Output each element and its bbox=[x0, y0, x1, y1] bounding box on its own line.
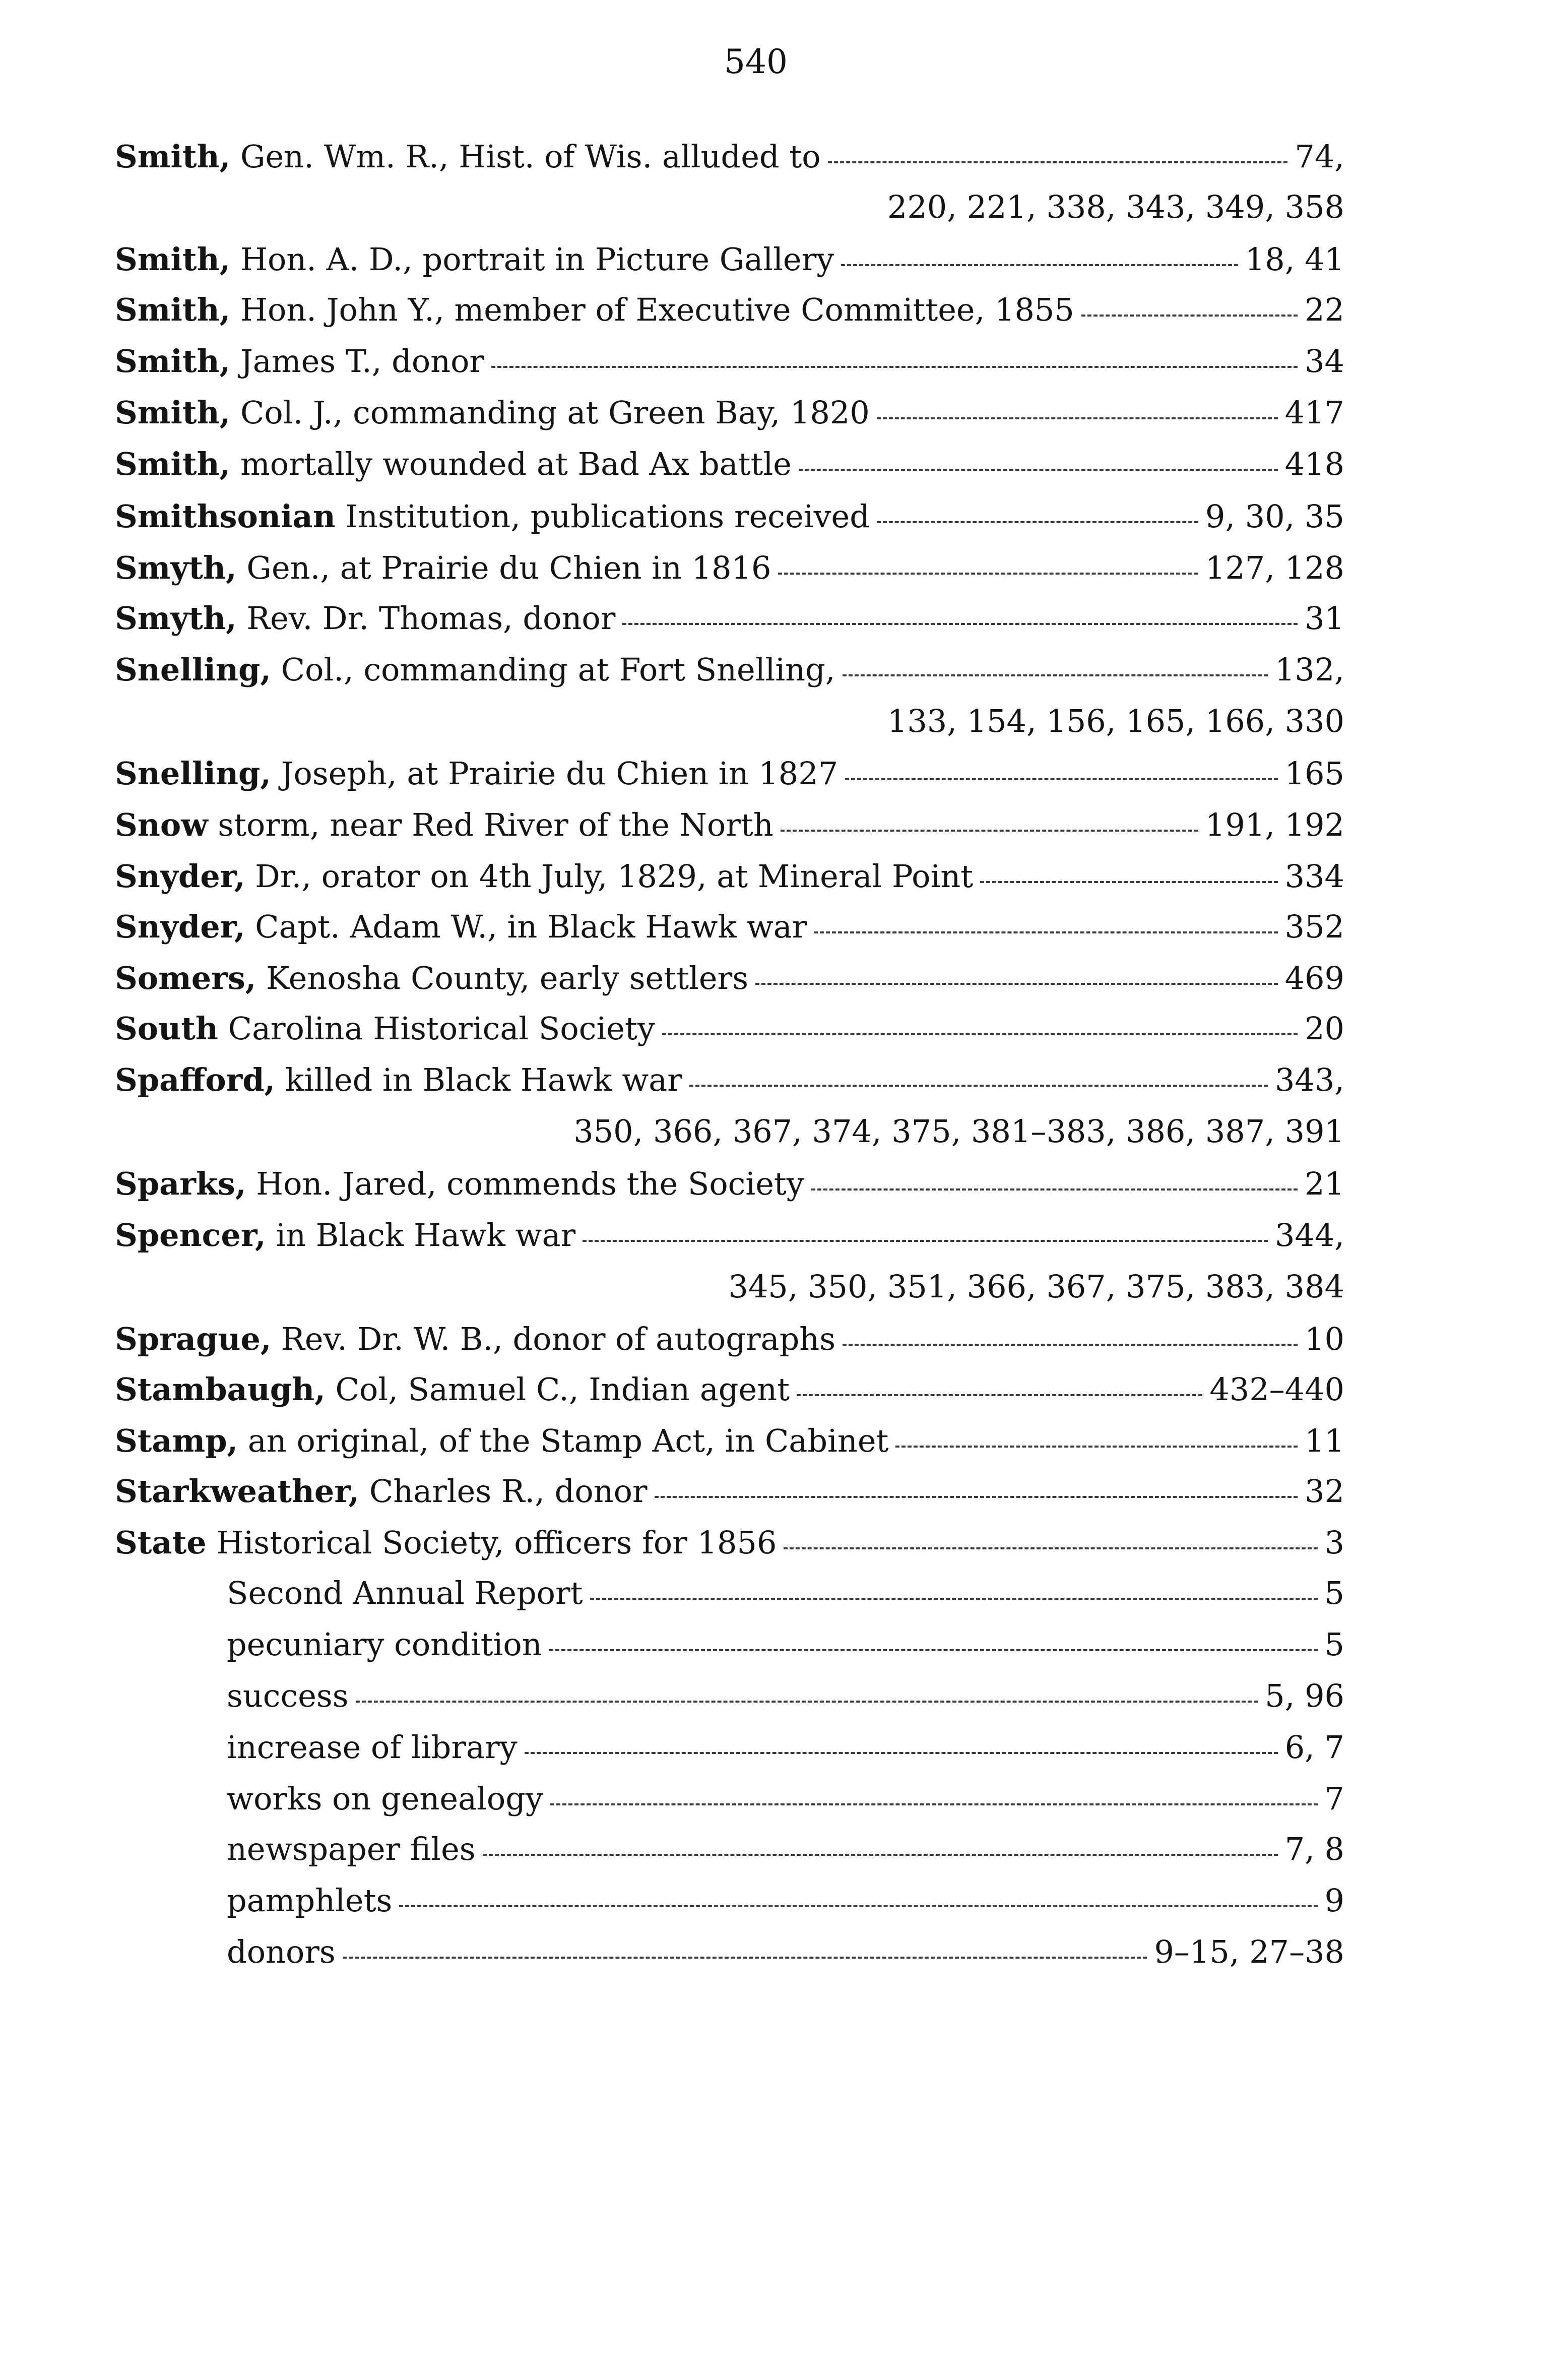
entry-pages: 10 bbox=[1305, 1321, 1344, 1357]
entry-text: Hon. John Y., member of Executive Committee, 1855 bbox=[240, 291, 1074, 328]
index-entry bbox=[115, 241, 1344, 278]
index-entry bbox=[115, 138, 1344, 175]
entry-heading: Snelling, bbox=[115, 651, 271, 688]
index-subentry bbox=[227, 1831, 1344, 1867]
subentry-text: Second Annual Report bbox=[227, 1575, 583, 1611]
subentry-pages: 9–15, 27–38 bbox=[1154, 1933, 1344, 1970]
subentry-pages: 9 bbox=[1324, 1882, 1344, 1919]
dot-leader bbox=[356, 1701, 1258, 1703]
entry-heading: Stambaugh, bbox=[115, 1371, 326, 1408]
entry-text: Hon. A. D., portrait in Picture Gallery bbox=[240, 241, 834, 278]
entry-pages: 418 bbox=[1284, 446, 1344, 482]
entry-text: Carolina Historical Society bbox=[228, 1010, 655, 1047]
subentry-pages: 6, 7 bbox=[1284, 1729, 1344, 1766]
dot-leader bbox=[343, 1957, 1147, 1959]
entry-text: Rev. Dr. W. B., donor of autographs bbox=[281, 1321, 836, 1357]
index-entry bbox=[115, 600, 1344, 637]
subentry-text: works on genealogy bbox=[227, 1780, 543, 1817]
subentry-pages: 5, 96 bbox=[1265, 1677, 1344, 1714]
dot-leader bbox=[828, 161, 1288, 163]
entry-heading: Snelling, bbox=[115, 755, 271, 792]
entry-heading: Spencer, bbox=[115, 1217, 266, 1254]
dot-leader bbox=[845, 778, 1278, 780]
subentry-pages: 5 bbox=[1324, 1575, 1344, 1611]
subentry-pages: 5 bbox=[1324, 1626, 1344, 1663]
dot-leader bbox=[895, 1446, 1298, 1448]
index-entry bbox=[115, 908, 1344, 945]
entry-heading: Snyder, bbox=[115, 908, 245, 945]
entry-pages: 31 bbox=[1305, 600, 1344, 637]
entry-heading: Smyth, bbox=[115, 600, 237, 637]
entry-text: an original, of the Stamp Act, in Cabinet bbox=[247, 1422, 889, 1459]
index-entry bbox=[115, 1165, 1344, 1202]
subentry-text: increase of library bbox=[227, 1729, 518, 1766]
subentry-text: pecuniary condition bbox=[227, 1626, 542, 1663]
entry-text: Joseph, at Prairie du Chien in 1827 bbox=[281, 755, 838, 792]
dot-leader bbox=[662, 1033, 1298, 1035]
entry-continuation: 345, 350, 351, 366, 367, 375, 383, 384 bbox=[728, 1268, 1344, 1305]
index-entry bbox=[115, 291, 1344, 328]
index-entry bbox=[115, 1524, 1344, 1561]
entry-text: Hon. Jared, commends the Society bbox=[256, 1165, 804, 1202]
entry-continuation: 220, 221, 338, 343, 349, 358 bbox=[887, 189, 1344, 225]
entry-text: Col, Samuel C., Indian agent bbox=[335, 1371, 790, 1408]
dot-leader bbox=[797, 1394, 1202, 1396]
entry-text: James T., donor bbox=[240, 343, 485, 380]
index-subentry bbox=[227, 1729, 1344, 1766]
entry-pages: 32 bbox=[1305, 1473, 1344, 1510]
entry-heading: Sparks, bbox=[115, 1165, 246, 1202]
entry-pages: 432–440 bbox=[1209, 1371, 1344, 1408]
index-entry bbox=[115, 858, 1344, 895]
entry-heading: Sprague, bbox=[115, 1321, 272, 1357]
dot-leader bbox=[784, 1547, 1317, 1549]
entry-heading: Smith, bbox=[115, 241, 231, 278]
dot-leader bbox=[811, 1188, 1298, 1191]
entry-text: Dr., orator on 4th July, 1829, at Mineral Point bbox=[255, 858, 974, 895]
dot-leader bbox=[843, 674, 1268, 676]
entry-pages: 22 bbox=[1305, 291, 1344, 328]
entry-pages: 34 bbox=[1305, 343, 1344, 380]
entry-pages: 20 bbox=[1305, 1010, 1344, 1047]
dot-leader bbox=[525, 1752, 1278, 1754]
entry-pages: 344, bbox=[1274, 1217, 1344, 1254]
index-entry bbox=[115, 1217, 1344, 1254]
index-entry bbox=[115, 960, 1344, 996]
entry-heading: Snow bbox=[115, 806, 208, 843]
index-entry bbox=[115, 651, 1344, 688]
entry-pages: 165 bbox=[1284, 755, 1344, 792]
entry-heading: Smith, bbox=[115, 291, 231, 328]
dot-leader bbox=[550, 1803, 1318, 1805]
index-entry bbox=[115, 1321, 1344, 1357]
index-subentry bbox=[227, 1933, 1344, 1970]
entry-text: Historical Society, officers for 1856 bbox=[216, 1524, 777, 1561]
subentry-pages: 7, 8 bbox=[1284, 1831, 1344, 1867]
index-subentry bbox=[227, 1575, 1344, 1611]
entry-pages: 417 bbox=[1284, 394, 1344, 431]
dot-leader bbox=[980, 881, 1277, 883]
subentry-pages: 7 bbox=[1324, 1780, 1344, 1817]
index-entry bbox=[115, 1473, 1344, 1510]
subentry-text: donors bbox=[227, 1933, 336, 1970]
entry-heading: Smith, bbox=[115, 138, 231, 175]
entry-text: Col., commanding at Fort Snelling, bbox=[281, 651, 835, 688]
index-entry bbox=[115, 806, 1344, 843]
entry-pages: 127, 128 bbox=[1205, 549, 1344, 586]
entry-pages: 132, bbox=[1274, 651, 1344, 688]
index-entry bbox=[115, 755, 1344, 792]
entry-heading: Smithsonian bbox=[115, 498, 336, 535]
index-entry bbox=[115, 446, 1344, 482]
entry-pages: 469 bbox=[1284, 960, 1344, 996]
index-entry bbox=[115, 549, 1344, 586]
entry-heading: Spafford, bbox=[115, 1061, 276, 1098]
dot-leader bbox=[583, 1240, 1268, 1242]
entry-text: Gen. Wm. R., Hist. of Wis. alluded to bbox=[240, 138, 821, 175]
entry-heading: Somers, bbox=[115, 960, 256, 996]
dot-leader bbox=[843, 1344, 1298, 1346]
index-subentry bbox=[227, 1882, 1344, 1919]
dot-leader bbox=[841, 264, 1238, 266]
entry-pages: 343, bbox=[1274, 1061, 1344, 1098]
entry-text: Gen., at Prairie du Chien in 1816 bbox=[246, 549, 771, 586]
entry-pages: 3 bbox=[1324, 1524, 1344, 1561]
dot-leader bbox=[877, 521, 1198, 523]
entry-heading: Smyth, bbox=[115, 549, 237, 586]
index-subentry bbox=[227, 1780, 1344, 1817]
dot-leader bbox=[689, 1085, 1268, 1087]
dot-leader bbox=[755, 983, 1278, 985]
entry-heading: Snyder, bbox=[115, 858, 245, 895]
dot-leader bbox=[877, 417, 1278, 419]
entry-text: in Black Hawk war bbox=[276, 1217, 576, 1254]
entry-pages: 191, 192 bbox=[1205, 806, 1344, 843]
index-entry bbox=[115, 394, 1344, 431]
subentry-text: newspaper files bbox=[227, 1831, 476, 1867]
entry-heading: Smith, bbox=[115, 394, 231, 431]
index-entry bbox=[115, 1371, 1344, 1408]
dot-leader bbox=[590, 1598, 1318, 1600]
index-entry bbox=[115, 343, 1344, 380]
entry-pages: 18, 41 bbox=[1245, 241, 1344, 278]
entry-heading: Smith, bbox=[115, 343, 231, 380]
subentry-text: pamphlets bbox=[227, 1882, 393, 1919]
subentry-text: success bbox=[227, 1677, 349, 1714]
entry-pages: 21 bbox=[1305, 1165, 1344, 1202]
entry-pages: 352 bbox=[1284, 908, 1344, 945]
index-entry bbox=[115, 1010, 1344, 1047]
dot-leader bbox=[483, 1854, 1278, 1856]
dot-leader bbox=[799, 469, 1278, 471]
dot-leader bbox=[1081, 315, 1298, 317]
entry-text: Rev. Dr. Thomas, donor bbox=[246, 600, 616, 637]
entry-heading: South bbox=[115, 1010, 218, 1047]
dot-leader bbox=[622, 623, 1298, 625]
entry-text: Col. J., commanding at Green Bay, 1820 bbox=[240, 394, 870, 431]
dot-leader bbox=[399, 1905, 1317, 1907]
dot-leader bbox=[549, 1649, 1318, 1651]
dot-leader bbox=[778, 573, 1198, 575]
index-subentry bbox=[227, 1677, 1344, 1714]
index-subentry bbox=[227, 1626, 1344, 1663]
entry-pages: 334 bbox=[1284, 858, 1344, 895]
entry-text: storm, near Red River of the North bbox=[218, 806, 773, 843]
entry-heading: Smith, bbox=[115, 446, 231, 482]
entry-text: Capt. Adam W., in Black Hawk war bbox=[255, 908, 807, 945]
entry-text: Kenosha County, early settlers bbox=[266, 960, 749, 996]
entry-text: Charles R., donor bbox=[369, 1473, 648, 1510]
entry-text: Institution, publications received bbox=[345, 498, 870, 535]
dot-leader bbox=[655, 1496, 1298, 1498]
entry-heading: State bbox=[115, 1524, 207, 1561]
index-entry bbox=[115, 1061, 1344, 1098]
index-entry bbox=[115, 1422, 1344, 1459]
entry-pages: 74, bbox=[1295, 138, 1344, 175]
entry-heading: Starkweather, bbox=[115, 1473, 360, 1510]
entry-pages: 11 bbox=[1305, 1422, 1344, 1459]
entry-pages: 9, 30, 35 bbox=[1205, 498, 1344, 535]
entry-heading: Stamp, bbox=[115, 1422, 238, 1459]
dot-leader bbox=[491, 366, 1298, 368]
dot-leader bbox=[814, 931, 1277, 933]
page-number: 540 bbox=[724, 42, 788, 81]
entry-text: killed in Black Hawk war bbox=[285, 1061, 682, 1098]
entry-text: mortally wounded at Bad Ax battle bbox=[240, 446, 792, 482]
entry-continuation: 350, 366, 367, 374, 375, 381–383, 386, 387, 391 bbox=[573, 1113, 1344, 1150]
dot-leader bbox=[781, 830, 1198, 832]
index-entry bbox=[115, 498, 1344, 535]
entry-continuation: 133, 154, 156, 165, 166, 330 bbox=[887, 703, 1344, 739]
